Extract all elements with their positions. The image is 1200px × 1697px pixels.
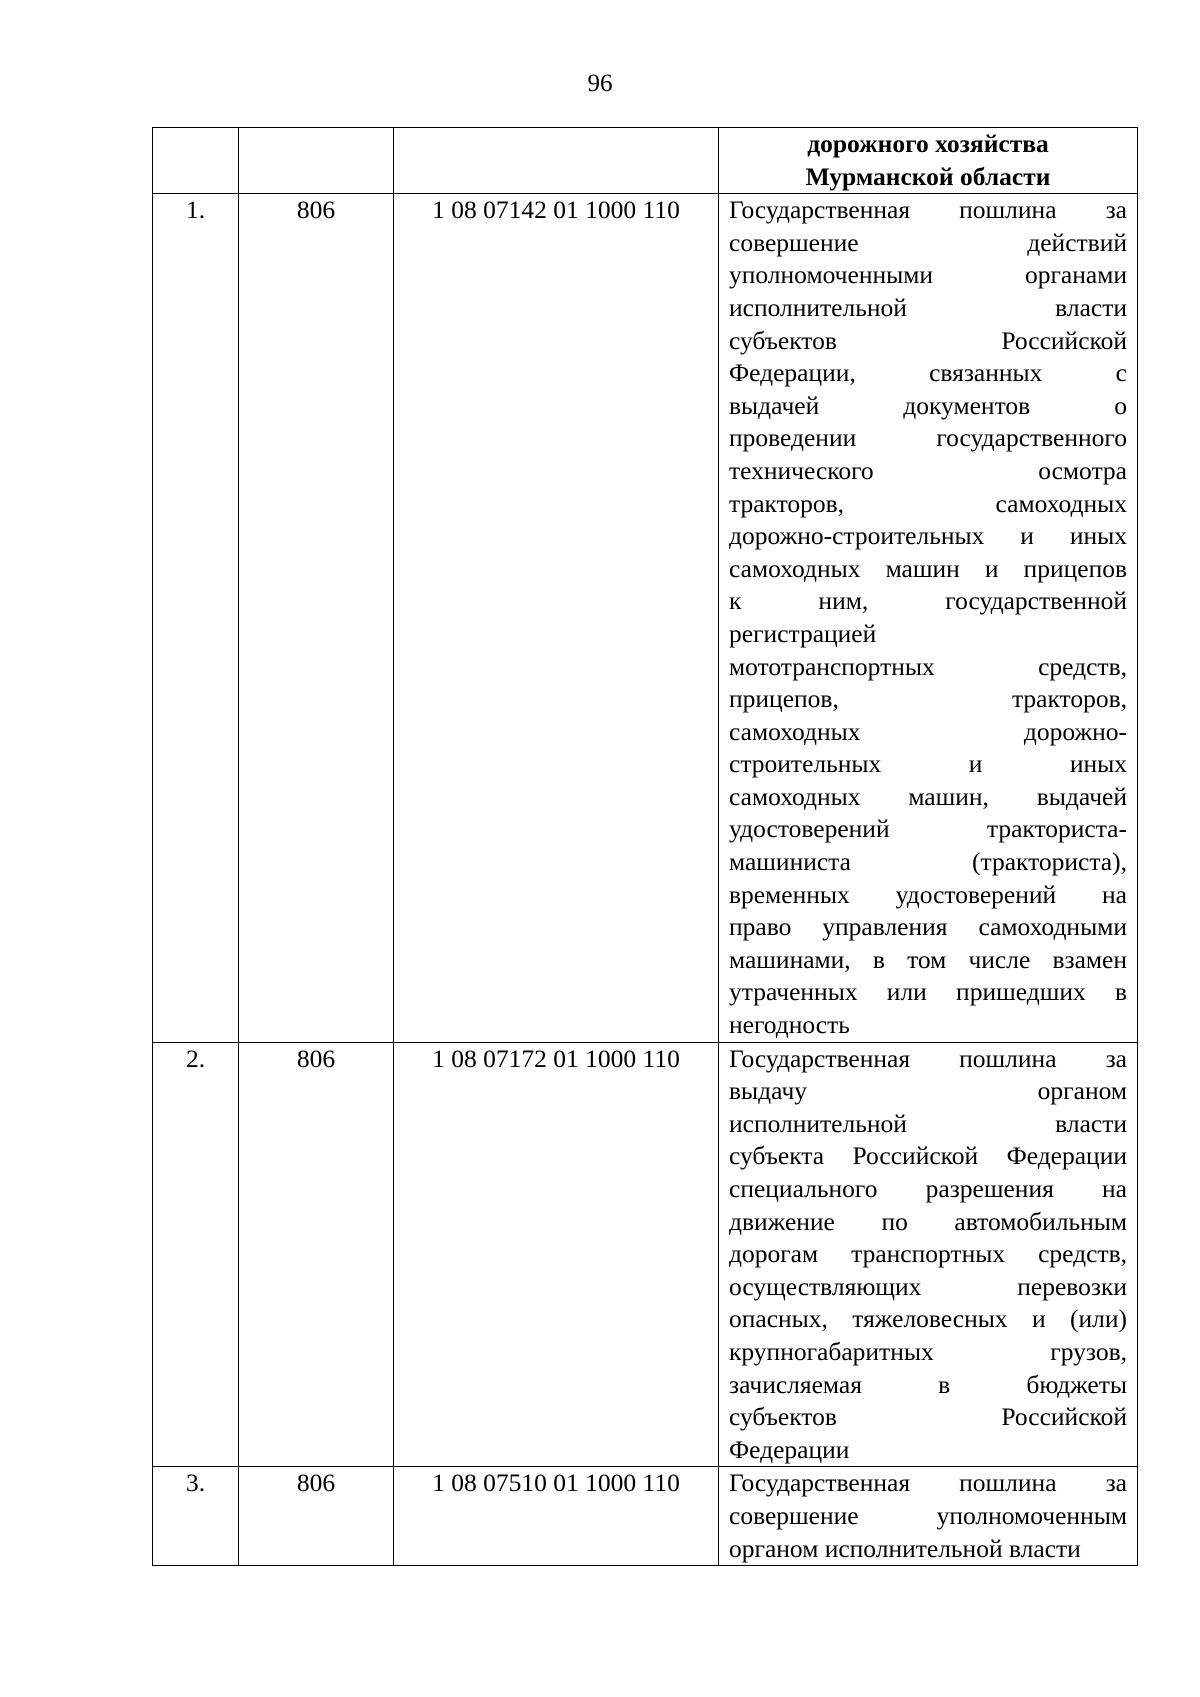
header-line: Мурманской области: [805, 161, 1051, 191]
description-line: удостоверений тракториста-: [729, 814, 1127, 844]
description-line: временных удостоверений на: [729, 879, 1127, 909]
description-line: машиниста (тракториста),: [729, 847, 1127, 877]
description-line: самоходных машин и прицепов: [729, 553, 1127, 583]
description-line: опасных, тяжеловесных и (или): [729, 1304, 1127, 1334]
description-line: уполномоченными органами: [729, 260, 1127, 290]
table-row: [153, 194, 1138, 1042]
fee-description: [719, 1467, 1138, 1566]
header-line: дорожного хозяйства: [807, 129, 1049, 158]
description-line: Федерации: [729, 1434, 850, 1464]
description-line: проведении государственного: [729, 423, 1127, 453]
kbk-code: 1 08 07172 01 1000 110: [394, 1042, 719, 1467]
row-number: 3.: [153, 1467, 239, 1566]
description-line: тракторов, самоходных: [729, 488, 1127, 518]
empty-cell: [239, 128, 394, 194]
description-line: крупногабаритных грузов,: [729, 1336, 1127, 1366]
description-line: негодность: [729, 1010, 850, 1040]
description-line: прицепов, тракторов,: [729, 684, 1127, 714]
description-line: осуществляющих перевозки: [729, 1271, 1127, 1301]
description-line: совершение действий: [729, 227, 1127, 257]
description-line: выдачей документов о: [729, 390, 1127, 420]
description-line: совершение уполномоченным: [729, 1500, 1127, 1530]
description-line: самоходных машин, выдачей: [729, 781, 1127, 811]
description-line: дорожно-строительных и иных: [729, 521, 1127, 551]
description-line: право управления самоходными: [729, 912, 1127, 942]
description-line: самоходных дорожно-: [729, 716, 1127, 746]
page-number: 96: [587, 70, 613, 97]
description-line: субъектов Российской: [729, 1402, 1127, 1432]
description-line: субъекта Российской Федерации: [729, 1141, 1127, 1171]
admin-code: 806: [239, 1467, 394, 1566]
table-row: [153, 1467, 1138, 1566]
description-line: утраченных или пришедших в: [729, 977, 1127, 1007]
table-row: [153, 1042, 1138, 1467]
empty-cell: [153, 128, 239, 194]
kbk-code: 1 08 07142 01 1000 110: [394, 194, 719, 1042]
row-number: 1.: [153, 194, 239, 1042]
description-line: регистрацией: [729, 618, 877, 648]
table-row-header-continuation: [153, 128, 1138, 194]
description-line: Федерации, связанных с: [729, 358, 1127, 388]
description-line: машинами, в том числе взамен: [729, 944, 1127, 974]
admin-code: 806: [239, 1042, 394, 1467]
description-line: выдачу органом: [729, 1076, 1127, 1106]
description-line: органом исполнительной власти: [729, 1533, 1081, 1563]
description-line: специального разрешения на: [729, 1174, 1127, 1203]
fee-table: [152, 127, 1138, 1566]
description-line: строительных и иных: [729, 749, 1127, 779]
description-line: к ним, государственной: [729, 586, 1127, 616]
header-description-cell: [719, 128, 1138, 194]
description-line: технического осмотра: [729, 455, 1127, 485]
description-line: исполнительной власти: [729, 1108, 1127, 1138]
description-line: Государственная пошлина за: [729, 1468, 1127, 1498]
fee-description: [719, 1042, 1138, 1467]
description-line: зачисляемая в бюджеты: [729, 1369, 1127, 1399]
description-line: мототранспортных средств,: [729, 651, 1127, 681]
description-line: дорогам транспортных средств,: [729, 1239, 1127, 1269]
description-line: Государственная пошлина за: [729, 195, 1127, 225]
empty-cell: [394, 128, 719, 194]
description-line: субъектов Российской: [729, 325, 1127, 355]
admin-code: 806: [239, 194, 394, 1042]
description-line: движение по автомобильным: [729, 1206, 1127, 1236]
description-line: исполнительной власти: [729, 292, 1127, 322]
kbk-code: 1 08 07510 01 1000 110: [394, 1467, 719, 1566]
fee-description: [719, 194, 1138, 1042]
description-line: Государственная пошлина за: [729, 1043, 1127, 1073]
row-number: 2.: [153, 1042, 239, 1467]
